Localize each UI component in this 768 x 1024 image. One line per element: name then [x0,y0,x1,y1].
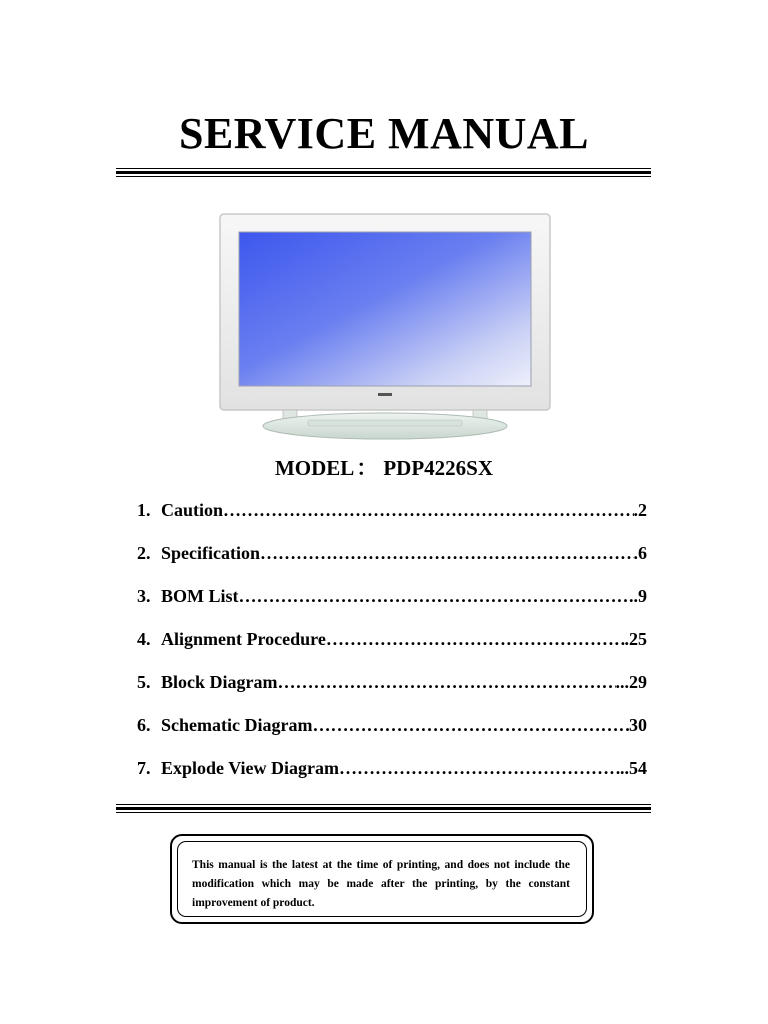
disclaimer-inner-border [177,841,587,917]
toc-page: ..9 [629,586,647,606]
toc-leader [312,715,629,736]
toc-page: ...29 [615,672,647,692]
plasma-tv-icon [218,212,552,442]
toc-number: 3. [137,586,151,606]
toc-entry [137,672,647,715]
toc-page: .25 [624,629,647,649]
toc-page: 30 [629,715,647,735]
toc-leader [339,758,620,779]
toc-label: Alignment Procedure [161,629,326,649]
toc-number: 7. [137,758,151,778]
toc-label: Explode View Diagram [161,758,339,778]
toc-page: ..54 [620,758,647,778]
model-separator: ： [356,456,378,480]
model-label: MODEL [274,456,355,480]
toc-number: 5. [137,672,151,692]
toc-label: Caution [161,500,224,520]
toc-entry [137,586,647,629]
model-number: PDP4226SX [383,456,493,480]
top-double-rule [116,168,651,177]
toc-number: 6. [137,715,151,735]
toc-page: .2 [633,500,647,520]
toc-label: Schematic Diagram [161,715,313,735]
model-line [0,452,768,482]
manual-title: SERVICE MANUAL [178,109,590,158]
toc-label: BOM List [161,586,239,606]
toc-entry [137,543,647,586]
toc-label: Block Diagram [161,672,278,692]
toc-leader [278,672,616,693]
toc-number: 1. [137,500,151,520]
toc-entry [137,629,647,672]
toc-leader [326,629,625,650]
toc-page: .6 [633,543,647,563]
toc-number: 4. [137,629,151,649]
disclaimer-box [170,834,594,924]
toc-entry [137,715,647,758]
table-of-contents [137,500,647,801]
toc-label: Specification [161,543,260,563]
bottom-double-rule [116,804,651,813]
toc-leader [223,500,633,521]
disclaimer-text: This manual is the latest at the time of printing, and does not include the modification which may be made after the printing, by the constant improvement of product. [192,859,570,909]
toc-number: 2. [137,543,151,563]
toc-entry [137,500,647,543]
toc-leader [260,543,634,564]
toc-entry [137,758,647,801]
toc-leader [239,586,629,607]
